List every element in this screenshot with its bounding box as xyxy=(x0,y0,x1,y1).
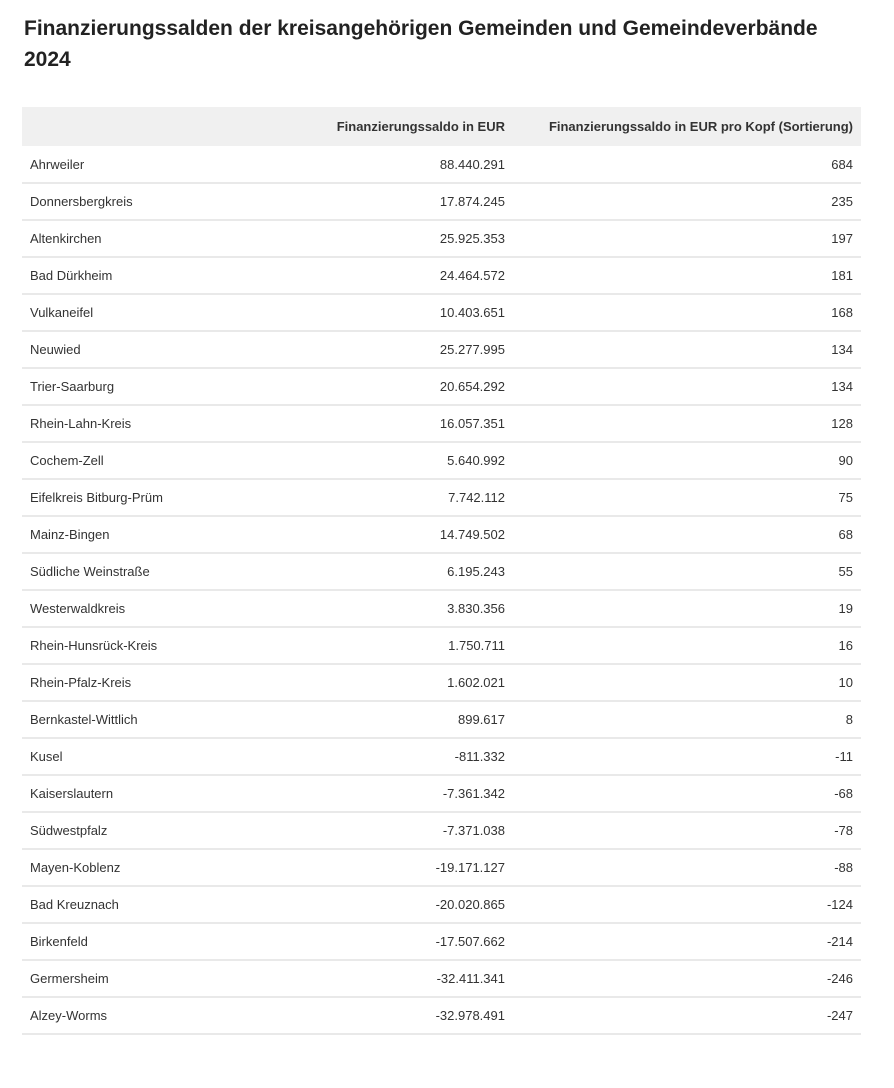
district-name-cell: Mayen-Koblenz xyxy=(22,849,322,886)
saldo-cell: -7.361.342 xyxy=(322,775,513,812)
pro-kopf-cell: -246 xyxy=(513,960,861,997)
saldo-cell: 14.749.502 xyxy=(322,516,513,553)
district-name-cell: Bernkastel-Wittlich xyxy=(22,701,322,738)
saldo-cell: 17.874.245 xyxy=(322,183,513,220)
district-name-cell: Rhein-Lahn-Kreis xyxy=(22,405,322,442)
saldo-cell: -32.978.491 xyxy=(322,997,513,1034)
table-row xyxy=(22,627,861,664)
table-row xyxy=(22,183,861,220)
district-name-cell: Donnersbergkreis xyxy=(22,183,322,220)
table-row xyxy=(22,849,861,886)
district-name-cell: Südwestpfalz xyxy=(22,812,322,849)
pro-kopf-cell: 90 xyxy=(513,442,861,479)
saldo-cell: 6.195.243 xyxy=(322,553,513,590)
saldo-cell: 20.654.292 xyxy=(322,368,513,405)
header-col-pro-kopf[interactable]: Finanzierungssaldo in EUR pro Kopf (Sortierung) xyxy=(513,107,861,146)
pro-kopf-cell: 181 xyxy=(513,257,861,294)
table-row xyxy=(22,405,861,442)
district-name-cell: Germersheim xyxy=(22,960,322,997)
pro-kopf-cell: 16 xyxy=(513,627,861,664)
district-name-cell: Neuwied xyxy=(22,331,322,368)
saldo-cell: -7.371.038 xyxy=(322,812,513,849)
district-name-cell: Bad Kreuznach xyxy=(22,886,322,923)
district-name-cell: Birkenfeld xyxy=(22,923,322,960)
table-row xyxy=(22,664,861,701)
pro-kopf-cell: 134 xyxy=(513,331,861,368)
pro-kopf-cell: 134 xyxy=(513,368,861,405)
table-body xyxy=(22,146,861,1034)
pro-kopf-cell: 75 xyxy=(513,479,861,516)
table-row xyxy=(22,331,861,368)
table-row xyxy=(22,553,861,590)
district-name-cell: Eifelkreis Bitburg-Prüm xyxy=(22,479,322,516)
pro-kopf-cell: 235 xyxy=(513,183,861,220)
page-title: Finanzierungssalden der kreisangehörigen Gemeinden und Gemeindeverbände 2024 xyxy=(24,17,818,71)
district-name-cell: Mainz-Bingen xyxy=(22,516,322,553)
pro-kopf-cell: 10 xyxy=(513,664,861,701)
header-col-saldo[interactable]: Finanzierungssaldo in EUR xyxy=(322,107,513,146)
pro-kopf-cell: 128 xyxy=(513,405,861,442)
district-name-cell: Rhein-Pfalz-Kreis xyxy=(22,664,322,701)
table-row xyxy=(22,442,861,479)
saldo-cell: -17.507.662 xyxy=(322,923,513,960)
table-row xyxy=(22,516,861,553)
saldo-cell: 3.830.356 xyxy=(322,590,513,627)
district-name-cell: Trier-Saarburg xyxy=(22,368,322,405)
district-name-cell: Cochem-Zell xyxy=(22,442,322,479)
table-row xyxy=(22,701,861,738)
pro-kopf-cell: -68 xyxy=(513,775,861,812)
table-row xyxy=(22,738,861,775)
table-row xyxy=(22,294,861,331)
district-name-cell: Kusel xyxy=(22,738,322,775)
saldo-cell: 5.640.992 xyxy=(322,442,513,479)
saldo-cell: 1.602.021 xyxy=(322,664,513,701)
saldo-cell: -19.171.127 xyxy=(322,849,513,886)
district-name-cell: Südliche Weinstraße xyxy=(22,553,322,590)
district-name-cell: Rhein-Hunsrück-Kreis xyxy=(22,627,322,664)
saldo-cell: 25.277.995 xyxy=(322,331,513,368)
table-row xyxy=(22,886,861,923)
district-name-cell: Kaiserslautern xyxy=(22,775,322,812)
pro-kopf-cell: -78 xyxy=(513,812,861,849)
saldo-cell: 1.750.711 xyxy=(322,627,513,664)
pro-kopf-cell: -214 xyxy=(513,923,861,960)
saldo-cell: 10.403.651 xyxy=(322,294,513,331)
saldo-cell: -32.411.341 xyxy=(322,960,513,997)
district-name-cell: Altenkirchen xyxy=(22,220,322,257)
district-name-cell: Bad Dürkheim xyxy=(22,257,322,294)
pro-kopf-cell: -88 xyxy=(513,849,861,886)
pro-kopf-cell: -124 xyxy=(513,886,861,923)
pro-kopf-cell: 197 xyxy=(513,220,861,257)
table-row xyxy=(22,590,861,627)
saldo-cell: -811.332 xyxy=(322,738,513,775)
district-name-cell: Alzey-Worms xyxy=(22,997,322,1034)
saldo-cell: 7.742.112 xyxy=(322,479,513,516)
saldo-cell: 16.057.351 xyxy=(322,405,513,442)
district-name-cell: Vulkaneifel xyxy=(22,294,322,331)
pro-kopf-cell: 68 xyxy=(513,516,861,553)
saldo-cell: -20.020.865 xyxy=(322,886,513,923)
table-row xyxy=(22,775,861,812)
table-header-row xyxy=(22,107,861,146)
table-row xyxy=(22,812,861,849)
pro-kopf-cell: 684 xyxy=(513,146,861,183)
pro-kopf-cell: 168 xyxy=(513,294,861,331)
pro-kopf-cell: -247 xyxy=(513,997,861,1034)
header-col-district xyxy=(22,107,322,146)
district-name-cell: Ahrweiler xyxy=(22,146,322,183)
saldo-cell: 25.925.353 xyxy=(322,220,513,257)
saldo-cell: 899.617 xyxy=(322,701,513,738)
table-row xyxy=(22,220,861,257)
table-row xyxy=(22,257,861,294)
table-row xyxy=(22,923,861,960)
saldo-cell: 88.440.291 xyxy=(322,146,513,183)
finanzierungssalden-table xyxy=(22,107,861,1035)
pro-kopf-cell: -11 xyxy=(513,738,861,775)
pro-kopf-cell: 8 xyxy=(513,701,861,738)
district-name-cell: Westerwaldkreis xyxy=(22,590,322,627)
table-row xyxy=(22,146,861,183)
pro-kopf-cell: 19 xyxy=(513,590,861,627)
saldo-cell: 24.464.572 xyxy=(322,257,513,294)
table-row xyxy=(22,997,861,1034)
table-row xyxy=(22,368,861,405)
table-row xyxy=(22,960,861,997)
table-row xyxy=(22,479,861,516)
pro-kopf-cell: 55 xyxy=(513,553,861,590)
